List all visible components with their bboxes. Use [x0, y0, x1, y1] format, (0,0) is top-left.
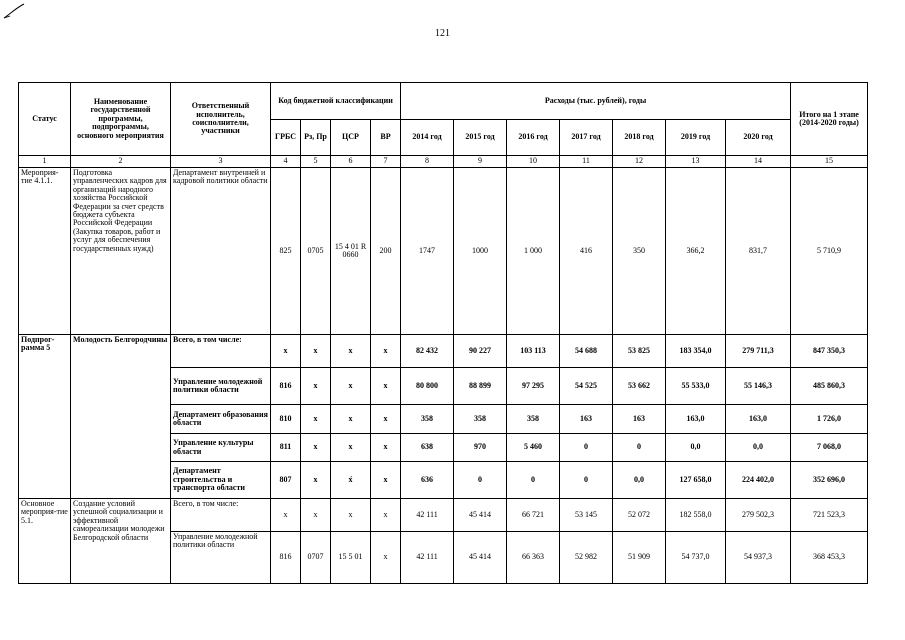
cell-grbs: x: [271, 335, 301, 368]
cell-2020: 54 937,3: [726, 532, 791, 584]
cell-rzpr: 0705: [301, 168, 331, 335]
cell-total: 485 860,3: [791, 368, 868, 405]
cell-2014: 636: [401, 462, 454, 499]
cell-2020: 279 711,3: [726, 335, 791, 368]
row-name: Молодость Белгородчины: [71, 335, 171, 499]
column-number: 6: [331, 156, 371, 168]
cell-2016: 358: [507, 405, 560, 434]
cell-2017: 52 982: [560, 532, 613, 584]
cell-rzpr: x: [301, 368, 331, 405]
column-number: 2: [71, 156, 171, 168]
cell-2014: 358: [401, 405, 454, 434]
header-grbs: ГРБС: [271, 120, 301, 156]
cell-2017: 0: [560, 462, 613, 499]
cell-2016: 5 460: [507, 434, 560, 462]
cell-rzpr: x: [301, 462, 331, 499]
cell-2020: 224 402,0: [726, 462, 791, 499]
cell-2020: 279 502,3: [726, 499, 791, 532]
cell-2016: 66 363: [507, 532, 560, 584]
page-number: 121: [435, 28, 450, 39]
header-name: Наименование государственной программы, подпрограммы, основного мероприятия: [71, 83, 171, 156]
column-number: 7: [371, 156, 401, 168]
header-vr: ВР: [371, 120, 401, 156]
cell-vr: x: [371, 368, 401, 405]
row-responsible: Управление молодежной политики области: [171, 532, 271, 584]
row-status: Подпрог-рамма 5: [19, 335, 71, 499]
cell-2020: 0,0: [726, 434, 791, 462]
cell-2014: 638: [401, 434, 454, 462]
column-number: 13: [666, 156, 726, 168]
column-number: 12: [613, 156, 666, 168]
column-number: 4: [271, 156, 301, 168]
cell-2016: 103 113: [507, 335, 560, 368]
row-name: Подготовка управленческих кадров для организаций народного хозяйства Российской Федерации за счет средств бюджета субъекта Российской Федерации (Закупка товаров, работ и услуг для обеспечения государственных нужд): [71, 168, 171, 335]
header-year-2017: 2017 год: [560, 120, 613, 156]
column-number: 15: [791, 156, 868, 168]
cell-2019: 182 558,0: [666, 499, 726, 532]
cell-2017: 416: [560, 168, 613, 335]
cell-total: 368 453,3: [791, 532, 868, 584]
cell-2018: 53 662: [613, 368, 666, 405]
cell-2020: 163,0: [726, 405, 791, 434]
cell-2015: 45 414: [454, 499, 507, 532]
cell-grbs: 816: [271, 368, 301, 405]
cell-2019: 0,0: [666, 434, 726, 462]
cell-vr: x: [371, 532, 401, 584]
row-responsible: Департамент внутренней и кадровой политики области: [171, 168, 271, 335]
cell-2015: 1000: [454, 168, 507, 335]
cell-2018: 51 909: [613, 532, 666, 584]
row-status: Основное мероприя-тие 5.1.: [19, 499, 71, 584]
cell-2016: 66 721: [507, 499, 560, 532]
header-year-2018: 2018 год: [613, 120, 666, 156]
cell-2019: 127 658,0: [666, 462, 726, 499]
row-responsible: Управление молодежной политики области: [171, 368, 271, 405]
column-number: 1: [19, 156, 71, 168]
row-responsible: Управление культуры области: [171, 434, 271, 462]
cell-vr: x: [371, 434, 401, 462]
column-number: 14: [726, 156, 791, 168]
cell-csr: x: [331, 368, 371, 405]
cell-2018: 163: [613, 405, 666, 434]
cell-total: 7 068,0: [791, 434, 868, 462]
cell-2018: 53 825: [613, 335, 666, 368]
cell-2018: 350: [613, 168, 666, 335]
header-csr: ЦСР: [331, 120, 371, 156]
cell-2017: 54 525: [560, 368, 613, 405]
cell-2017: 53 145: [560, 499, 613, 532]
cell-2014: 80 800: [401, 368, 454, 405]
cell-2019: 366,2: [666, 168, 726, 335]
column-number: 3: [171, 156, 271, 168]
cell-2015: 88 899: [454, 368, 507, 405]
cell-2017: 0: [560, 434, 613, 462]
header-status: Статус: [19, 83, 71, 156]
cell-total: 847 350,3: [791, 335, 868, 368]
column-number: 11: [560, 156, 613, 168]
cell-rzpr: x: [301, 335, 331, 368]
cell-2014: 82 432: [401, 335, 454, 368]
table-row: [19, 168, 868, 335]
cell-2018: 52 072: [613, 499, 666, 532]
cell-grbs: 810: [271, 405, 301, 434]
cell-2016: 97 295: [507, 368, 560, 405]
cell-2015: 45 414: [454, 532, 507, 584]
cell-rzpr: x: [301, 405, 331, 434]
column-number-row: [19, 156, 868, 168]
cell-total: 352 696,0: [791, 462, 868, 499]
cell-csr: x́: [331, 462, 371, 499]
cell-2017: 54 688: [560, 335, 613, 368]
row-responsible: Департамент образования области: [171, 405, 271, 434]
cell-grbs: 816: [271, 532, 301, 584]
header-rzpr: Рз, Пр: [301, 120, 331, 156]
cell-2015: 90 227: [454, 335, 507, 368]
cell-csr: x: [331, 405, 371, 434]
cell-grbs: 825: [271, 168, 301, 335]
cell-csr: 15 4 01 R 0660: [331, 168, 371, 335]
row-responsible: Департамент строительства и транспорта области: [171, 462, 271, 499]
cell-vr: x: [371, 335, 401, 368]
cell-grbs: x: [271, 499, 301, 532]
cell-2019: 54 737,0: [666, 532, 726, 584]
header-year-2014: 2014 год: [401, 120, 454, 156]
header-year-2020: 2020 год: [726, 120, 791, 156]
budget-table: [18, 82, 868, 584]
header-year-2016: 2016 год: [507, 120, 560, 156]
cell-csr: x: [331, 335, 371, 368]
cell-2016: 1 000: [507, 168, 560, 335]
cell-2015: 970: [454, 434, 507, 462]
cell-2019: 55 533,0: [666, 368, 726, 405]
header-responsible: Ответственный исполнитель, соисполнители, участники: [171, 83, 271, 156]
cell-vr: x: [371, 499, 401, 532]
cell-total: 721 523,3: [791, 499, 868, 532]
row-responsible: Всего, в том числе:: [171, 335, 271, 368]
cell-2016: 0: [507, 462, 560, 499]
cell-csr: 15 5 01: [331, 532, 371, 584]
header-budget-classification: Код бюджетной классификации: [271, 83, 401, 120]
cell-2019: 163,0: [666, 405, 726, 434]
cell-rzpr: x: [301, 499, 331, 532]
cell-2015: 0: [454, 462, 507, 499]
cell-2014: 42 111: [401, 532, 454, 584]
cell-2020: 55 146,3: [726, 368, 791, 405]
header-year-2015: 2015 год: [454, 120, 507, 156]
header-total: Итого на 1 этапе (2014-2020 годы): [791, 83, 868, 156]
cell-vr: x: [371, 462, 401, 499]
cell-2019: 183 354,0: [666, 335, 726, 368]
cell-rzpr: 0707: [301, 532, 331, 584]
row-status: Мероприя-тие 4.1.1.: [19, 168, 71, 335]
cell-csr: x: [331, 499, 371, 532]
cell-vr: 200: [371, 168, 401, 335]
table-row: [19, 335, 868, 368]
cell-csr: x: [331, 434, 371, 462]
row-responsible: Всего, в том числе:: [171, 499, 271, 532]
cell-vr: x: [371, 405, 401, 434]
cell-2014: 1747: [401, 168, 454, 335]
cell-2018: 0,0: [613, 462, 666, 499]
cell-grbs: 811: [271, 434, 301, 462]
column-number: 5: [301, 156, 331, 168]
cell-total: 5 710,9: [791, 168, 868, 335]
cell-total: 1 726,0: [791, 405, 868, 434]
column-number: 10: [507, 156, 560, 168]
table-row: [19, 499, 868, 532]
header-year-2019: 2019 год: [666, 120, 726, 156]
row-name: Создание условий успешной социализации и эффективной самореализации молодежи Белгородской области: [71, 499, 171, 584]
cell-2014: 42 111: [401, 499, 454, 532]
corner-pen-mark: [2, 2, 26, 20]
cell-2015: 358: [454, 405, 507, 434]
cell-2018: 0: [613, 434, 666, 462]
cell-rzpr: x: [301, 434, 331, 462]
column-number: 8: [401, 156, 454, 168]
header-expenses: Расходы (тыс. рублей), годы: [401, 83, 791, 120]
cell-2020: 831,7: [726, 168, 791, 335]
column-number: 9: [454, 156, 507, 168]
cell-2017: 163: [560, 405, 613, 434]
cell-grbs: 807: [271, 462, 301, 499]
